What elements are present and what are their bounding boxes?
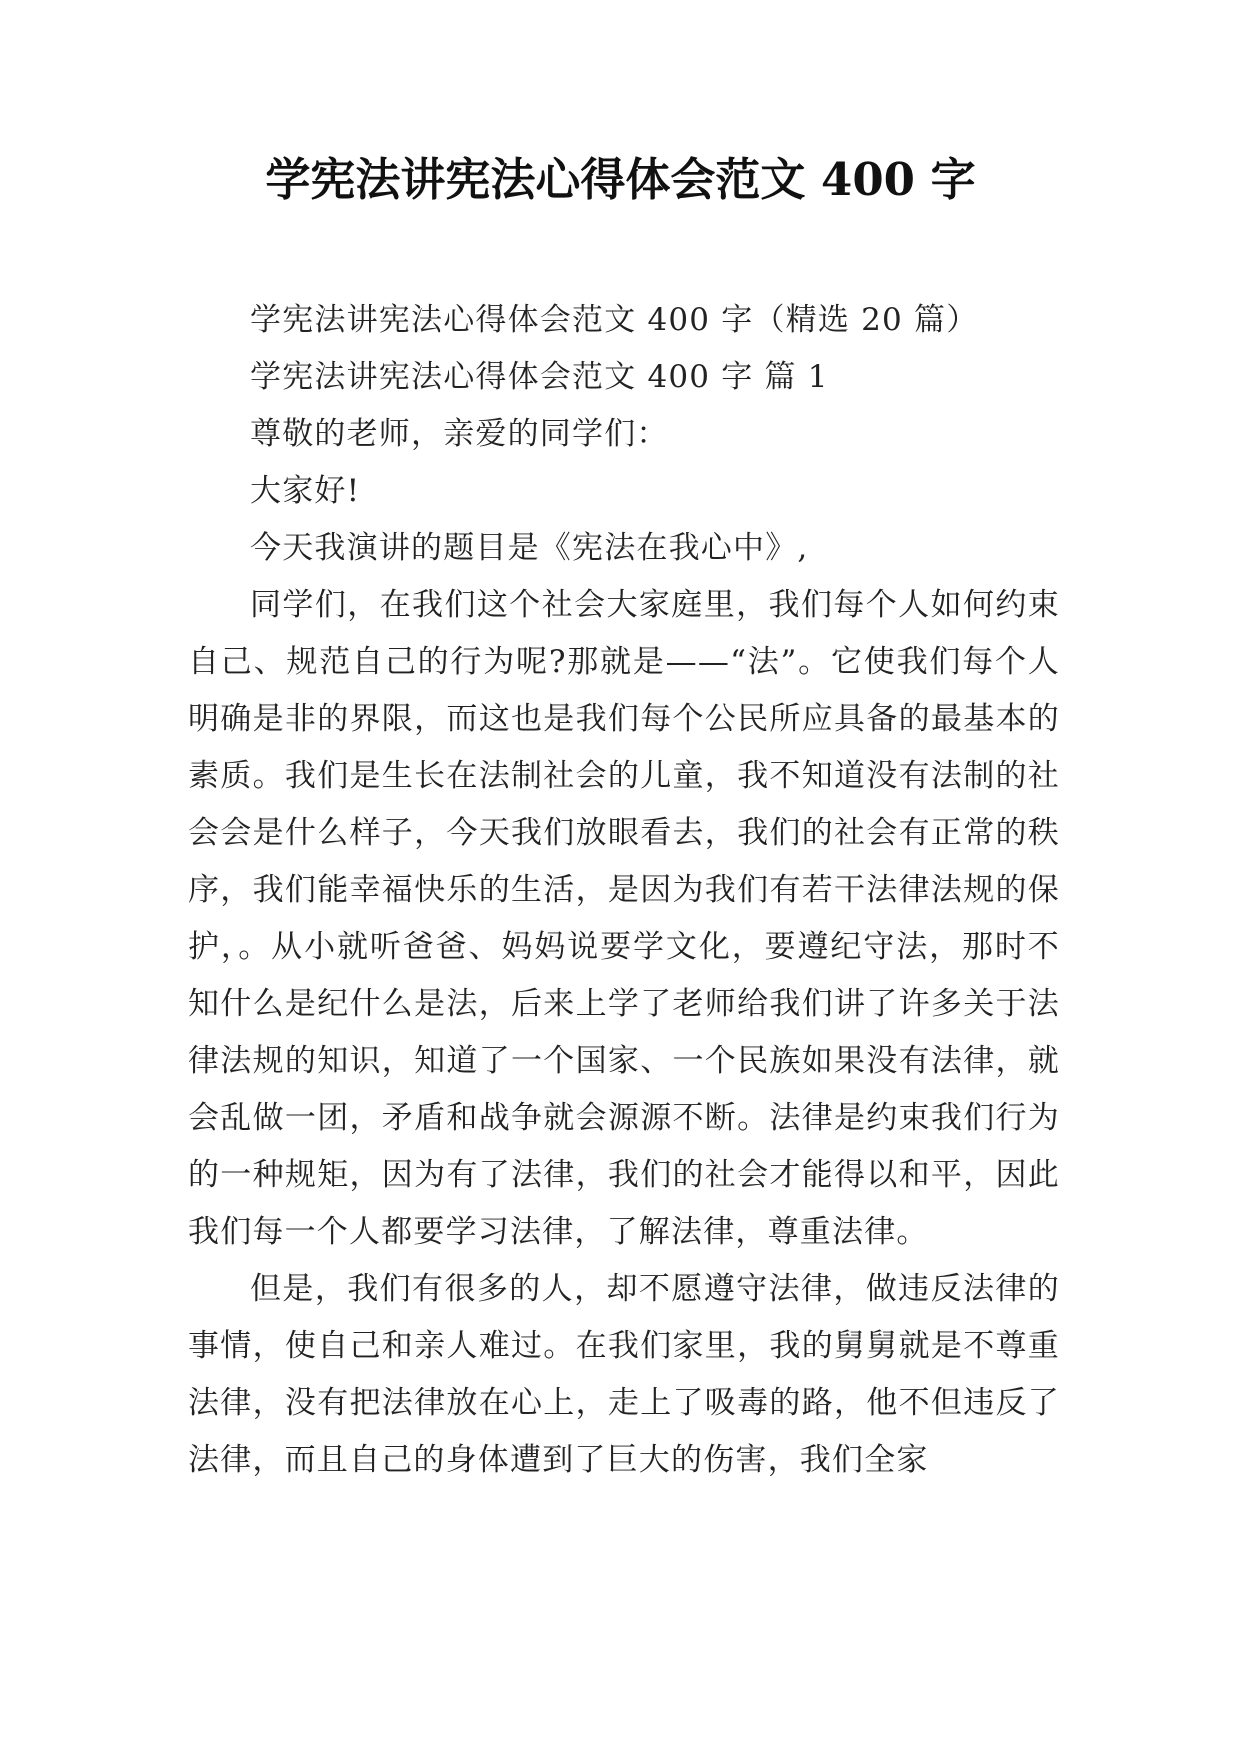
body-paragraph: 但是，我们有很多的人，却不愿遵守法律，做违反法律的事情，使自己和亲人难过。在我们家里，我的舅舅就是不尊重法律，没有把法律放在心上，走上了吸毒的路，他不但违反了法律，而且自己的身体遭到了巨大的伤害，我们全家	[188, 1271, 1060, 1478]
body-paragraph: 同学们，在我们这个社会大家庭里，我们每个人如何约束自己、规范自己的行为呢?那就是——“法”。它使我们每个人明确是非的界限，而这也是我们每个公民所应具备的最基本的素质。我们是生长在法制社会的儿童，我不知道没有法制的社会会是什么样子，今天我们放眼看去，我们的社会有正常的秩序，我们能幸福快乐的生活，是因为我们有若干法律法规的保护，。从小就听爸爸、妈妈说要学文化，要遵纪守法，那时不知什么是纪什么是法，后来上学了老师给我们讲了许多关于法律法规的知识，知道了一个国家、一个民族如果没有法律，就会乱做一团，矛盾和战争就会源源不断。法律是约束我们行为的一种规矩，因为有了法律，我们的社会才能得以和平，因此我们每一个人都要学习法律，了解法律，尊重法律。	[188, 587, 1060, 1250]
greeting-paragraph: 大家好!	[250, 473, 361, 509]
subtitle-paragraph: 学宪法讲宪法心得体会范文 400 字（精选 20 篇）	[250, 302, 979, 338]
section-heading: 学宪法讲宪法心得体会范文 400 字 篇 1	[250, 359, 829, 395]
document-body	[188, 292, 1060, 1489]
salutation-paragraph: 尊敬的老师，亲爱的同学们：	[250, 416, 669, 452]
document-title: 学宪法讲宪法心得体会范文 400 字	[265, 153, 976, 206]
topic-paragraph: 今天我演讲的题目是《宪法在我心中》,	[250, 530, 809, 566]
